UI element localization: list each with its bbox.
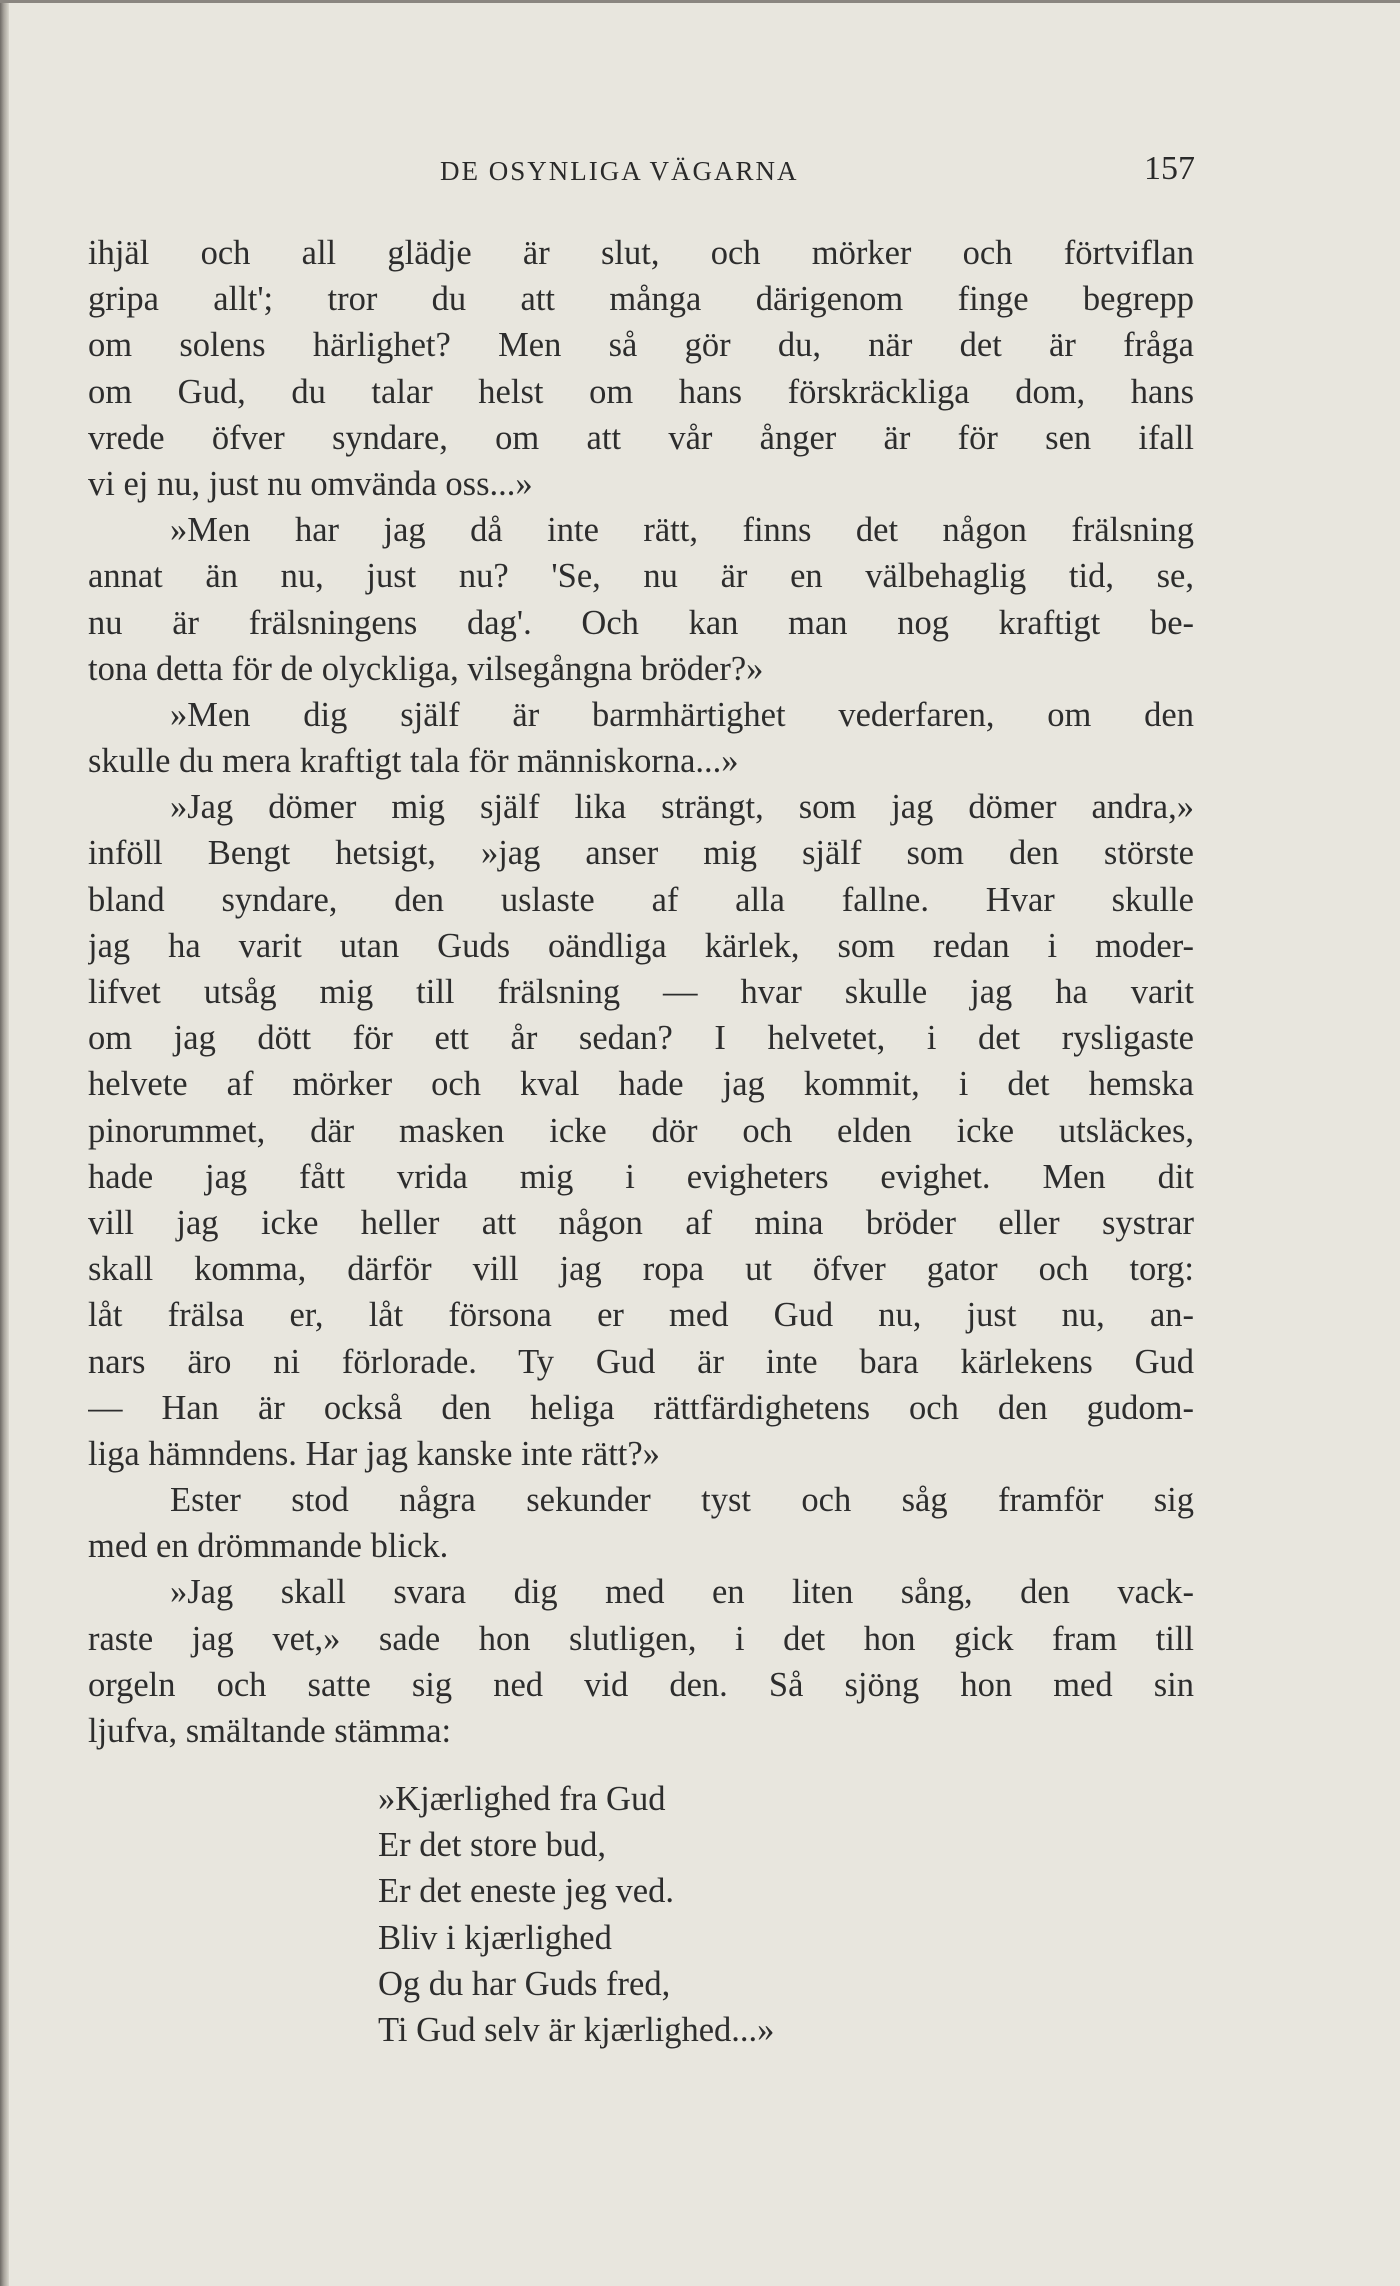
text-line: vi ej nu, just nu omvända oss...»: [88, 464, 533, 503]
text-line: med en drömmande blick.: [88, 1527, 449, 1566]
page-binding-edge: [0, 0, 9, 2286]
poem-line: Ti Gud selv är kjærlighed...»: [378, 2010, 775, 2049]
text-line: ihjäl och all glädje är slut, och mörker och förtviflan: [88, 234, 1194, 272]
text-line: låt frälsa er, låt försona er med Gud nu, just nu, an-: [88, 1296, 1194, 1335]
text-line: om jag dött för ett år sedan? I helvetet, i det rysligaste: [88, 1019, 1194, 1058]
header-title: DE OSYNLIGA VÄGARNA: [440, 156, 799, 186]
poem-line: Bliv i kjærlighed: [378, 1918, 612, 1957]
top-edge-rule: [0, 0, 1400, 3]
text-line: vill jag icke heller att någon af mina bröder eller systrar: [88, 1203, 1194, 1242]
text-line: om Gud, du talar helst om hans förskräckliga dom, hans: [88, 372, 1194, 411]
body-text: [88, 230, 1194, 1754]
text-line: »Jag skall svara dig med en liten sång, den vack-: [170, 1573, 1194, 1612]
text-line: skall komma, därför vill jag ropa ut öfver gator och torg:: [88, 1250, 1194, 1289]
text-line: pinorummet, där masken icke dör och elden icke utsläckes,: [88, 1111, 1194, 1150]
text-line: — Han är också den heliga rättfärdighetens och den gudom-: [88, 1388, 1194, 1427]
text-line: tona detta för de olyckliga, vilsegångna bröder?»: [88, 649, 764, 688]
text-line: nars äro ni förlorade. Ty Gud är inte bara kärlekens Gud: [88, 1342, 1194, 1381]
poem-line: Er det store bud,: [378, 1826, 607, 1865]
text-line: hade jag fått vrida mig i evigheters evighet. Men dit: [88, 1157, 1194, 1196]
text-line: vrede öfver syndare, om att vår ånger är för sen ifall: [88, 418, 1194, 457]
poem-line: Er det eneste jeg ved.: [378, 1872, 674, 1911]
text-line: ljufva, smältande stämma:: [88, 1712, 452, 1750]
text-line: inföll Bengt hetsigt, »jag anser mig själf som den störste: [88, 834, 1194, 873]
page-number: 157: [1144, 150, 1195, 187]
text-line: helvete af mörker och kval hade jag kommit, i det hemska: [88, 1065, 1194, 1104]
text-line: Ester stod några sekunder tyst och såg framför sig: [170, 1481, 1194, 1520]
poem-line: »Kjærlighed fra Gud: [378, 1780, 666, 1818]
poem-line: Og du har Guds fred,: [378, 1964, 671, 2003]
text-line: lifvet utsåg mig till frälsning — hvar skulle jag ha varit: [88, 973, 1194, 1011]
text-line: gripa allt'; tror du att många därigenom finge begrepp: [88, 280, 1194, 319]
text-line: om solens härlighet? Men så gör du, när det är fråga: [88, 326, 1194, 365]
text-line: annat än nu, just nu? 'Se, nu är en välbehaglig tid, se,: [88, 557, 1194, 596]
text-line: skulle du mera kraftigt tala för människorna...»: [88, 742, 739, 781]
text-line: »Men har jag då inte rätt, finns det någon frälsning: [170, 511, 1194, 550]
text-line: liga hämndens. Har jag kanske inte rätt?»: [88, 1434, 660, 1473]
text-line: bland syndare, den uslaste af alla fallne. Hvar skulle: [88, 880, 1194, 919]
running-header: [0, 148, 1400, 198]
text-line: nu är frälsningens dag'. Och kan man nog kraftigt be-: [88, 603, 1194, 642]
text-line: »Jag dömer mig själf lika strängt, som jag dömer andra,»: [170, 788, 1194, 827]
text-line: jag ha varit utan Guds oändliga kärlek, som redan i moder-: [88, 926, 1194, 965]
text-line: raste jag vet,» sade hon slutligen, i det hon gick fram till: [88, 1619, 1194, 1658]
text-line: »Men dig själf är barmhärtighet vederfaren, om den: [170, 695, 1194, 734]
text-line: orgeln och satte sig ned vid den. Så sjöng hon med sin: [88, 1665, 1194, 1704]
poem: [378, 1776, 774, 2053]
